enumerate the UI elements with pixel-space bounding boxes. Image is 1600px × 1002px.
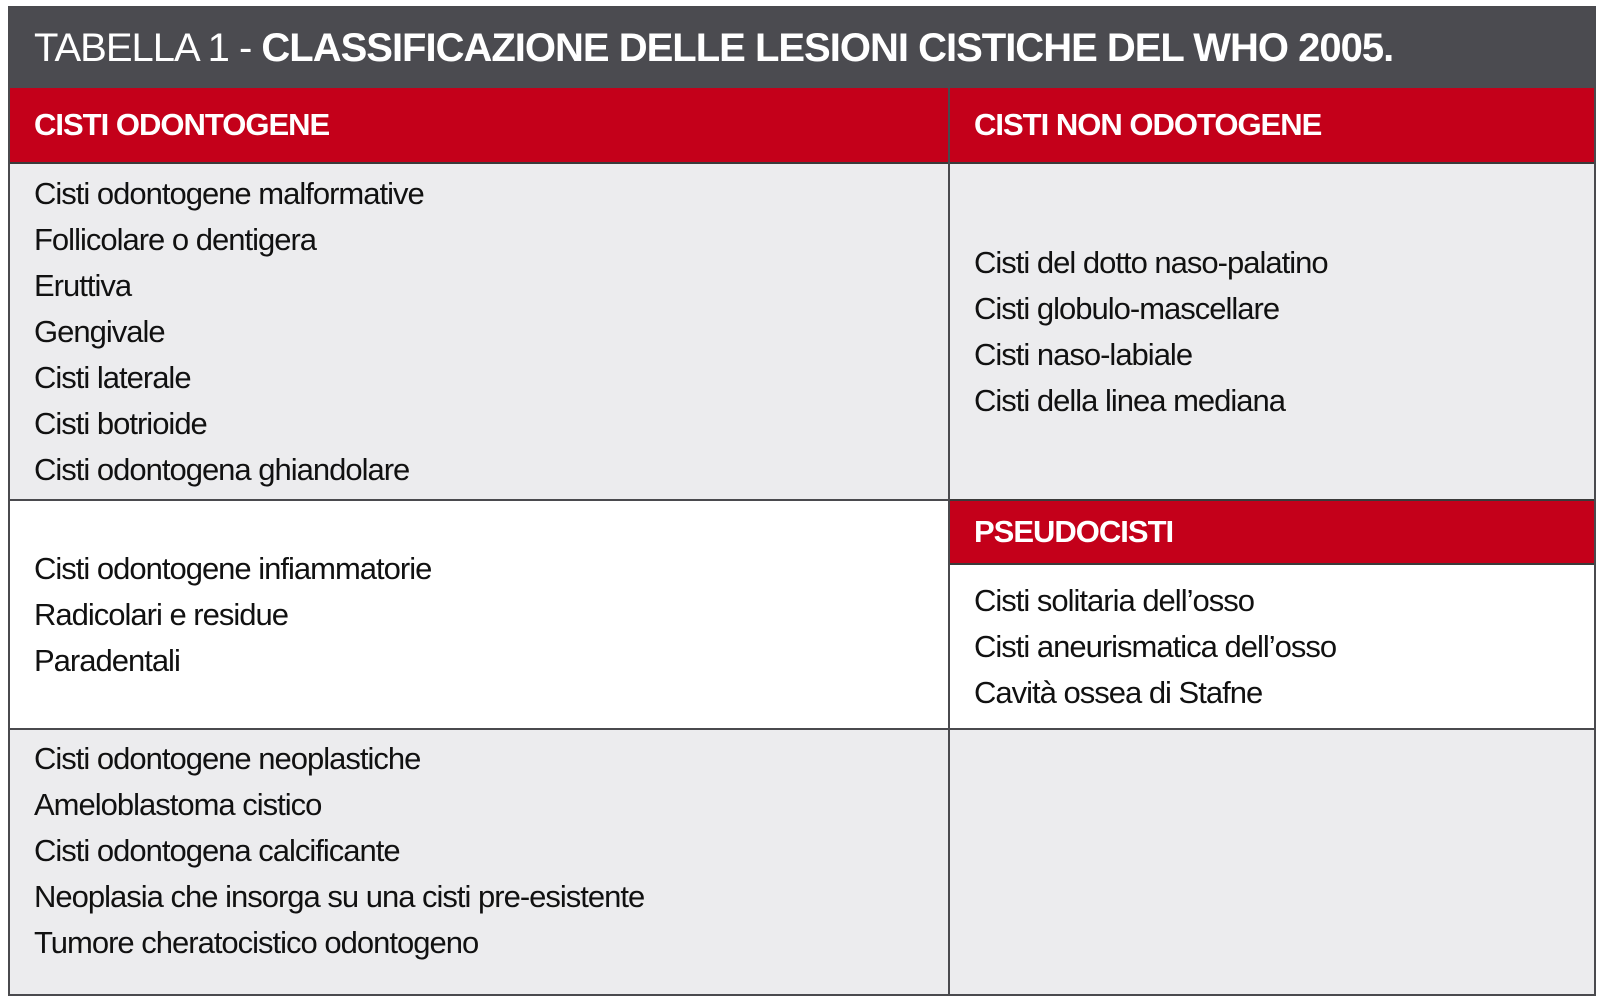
list-item: Eruttiva bbox=[34, 267, 132, 303]
list-item: Cisti botrioide bbox=[34, 405, 207, 441]
table-title-main: CLASSIFICAZIONE DELLE LESIONI CISTICHE DEL WHO 2005. bbox=[261, 26, 1394, 70]
list-item: Paradentali bbox=[34, 642, 180, 678]
list-item: Neoplasia che insorga su una cisti pre-esistente bbox=[34, 879, 645, 914]
list-item: Ameloblastoma cistico bbox=[34, 787, 322, 822]
list-item: Cisti odontogene malformative bbox=[34, 175, 424, 211]
list-item: Cisti odontogene infiammatorie bbox=[34, 550, 432, 586]
cell-pseudocisti bbox=[950, 565, 1594, 728]
list-item: Cisti odontogena calcificante bbox=[34, 833, 400, 868]
list-item: Cisti laterale bbox=[34, 359, 191, 395]
cell-empty bbox=[950, 730, 1594, 994]
list-item: Cisti naso-labiale bbox=[974, 336, 1193, 372]
cell-infiammatorie bbox=[10, 501, 948, 728]
list-item: Radicolari e residue bbox=[34, 596, 288, 632]
list-item: Cisti solitaria dell’osso bbox=[974, 582, 1254, 618]
cell-malformative bbox=[10, 164, 948, 499]
column-divider bbox=[948, 88, 950, 994]
list-item: Cisti della linea mediana bbox=[974, 382, 1286, 418]
list-item: Cisti aneurismatica dell’osso bbox=[974, 628, 1337, 664]
list-item: Cisti odontogene neoplastiche bbox=[34, 741, 421, 776]
classification-table bbox=[8, 6, 1596, 996]
list-item: Cavità ossea di Stafne bbox=[974, 674, 1263, 710]
list-item: Cisti globulo-mascellare bbox=[974, 290, 1280, 326]
list-item: Cisti odontogena ghiandolare bbox=[34, 451, 410, 487]
header-cisti-odontogene: CISTI ODONTOGENE bbox=[10, 88, 948, 164]
table-title bbox=[10, 8, 1594, 88]
cell-non-odontogene bbox=[950, 164, 1594, 499]
list-item: Cisti del dotto naso-palatino bbox=[974, 244, 1328, 280]
list-item: Gengivale bbox=[34, 313, 165, 349]
list-item: Follicolare o dentigera bbox=[34, 221, 317, 257]
header-pseudocisti: PSEUDOCISTI bbox=[950, 499, 1594, 565]
header-cisti-non-odontogene: CISTI NON ODOTOGENE bbox=[950, 88, 1594, 164]
table-title-prefix: TABELLA 1 - bbox=[34, 26, 262, 70]
cell-neoplastiche bbox=[10, 730, 948, 994]
list-item: Tumore cheratocistico odontogeno bbox=[34, 925, 479, 960]
